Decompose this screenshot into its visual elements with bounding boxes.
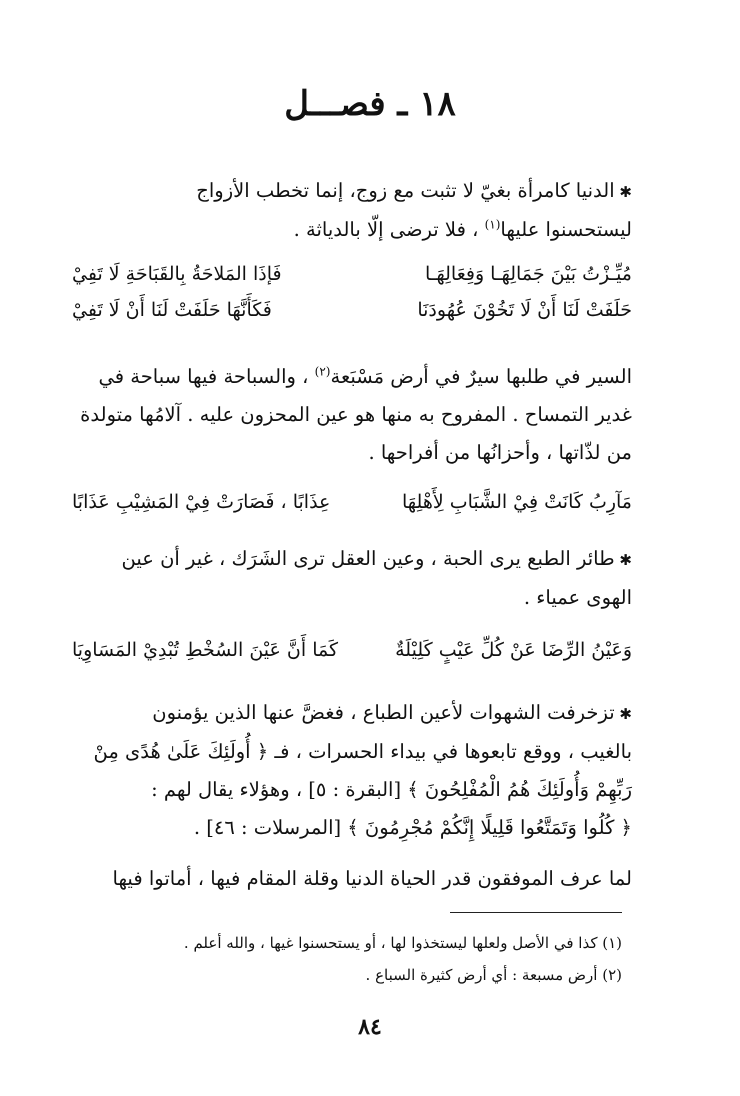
paragraph-5 [72,860,632,898]
verse-1-line-1-first-hemistich: فَإذَا المَلاحَةُ بِالقَبَاحَةِ لَا تَفِيْ [72,263,282,285]
para2-line-1a: السير في طلبها سيرٌ في أرض مَسْبَعة [330,365,632,388]
para5-line-1: لما عرف الموفقون قدر الحياة الدنيا وقلة المقام فيها ، أماتوا فيها [112,867,632,890]
verse-3 [72,632,632,668]
footnote-ref-1[interactable]: (١) [484,217,501,232]
paragraph-3 [72,540,632,617]
verse-2-second-hemistich: مَآرِبُ كَانَتْ فِيْ الشَّبَابِ لِأَهْلِهَا [401,491,632,513]
verse-3-first-hemistich: كَمَا أَنَّ عَيْنَ السُخْطِ تُبْدِيْ المَسَاوِيَا [72,639,339,661]
verse-2-first-hemistich: عِذَابًا ، فَصَارَتْ فِيْ المَشِيْبِ عَذَابًا [72,491,331,513]
para4-line-1: ✱ تزخرفت الشهوات لأعين الطباع ، فغضَّ عنها الذين يؤمنون [72,694,632,733]
paragraph-1 [72,172,632,249]
para2-line-1b: ، والسباحة فيها سباحة في [98,365,309,388]
para3-line-2: الهوى عمياء . [523,586,632,609]
verse-3-second-hemistich: وَعَيْنُ الرِّضَا عَنْ كُلِّ عَيْبٍ كَلِيْلَةٌ [395,639,632,661]
para4-line-4: ﴿ كُلُوا وَتَمَتَّعُوا قَلِيلًا إِنَّكُمْ مُجْرِمُونَ ﴾ [المرسلات : ٤٦] . [193,816,632,839]
para1-line-2 [72,211,632,249]
para4-line-2: بالغيب ، ووقع تابعوها في بيداء الحسرات ، فـ ﴿ أُولَئِكَ عَلَىٰ هُدًى مِنْ [93,740,632,763]
verse-2 [72,484,632,520]
page-number: ٨٤ [358,1014,382,1040]
para1-line-1: ✱ الدنيا كامرأة بغيّ لا تثبت مع زوج، إنما تخطب الأزواج [72,172,632,211]
para4-line-3: رَبِّهِمْ وَأُولَئِكَ هُمُ الْمُفْلِحُونَ ﴾ [البقرة : ٥] ، وهؤلاء يقال لهم : [151,778,632,801]
para1-line-2a: ليستحسنوا عليها [500,218,632,241]
footnote-divider [450,912,622,913]
para2-line-2: غدير التمساح . المفروح به منها هو عين المحزون عليه . آلامُها متولدة [80,403,632,426]
para3-line-1: ✱ طائر الطبع يرى الحبة ، وعين العقل ترى الشَرَك ، غير أن عين [72,540,632,579]
para2-line-1 [72,358,632,396]
paragraph-2 [72,358,632,472]
footnote-ref-2[interactable]: (٢) [314,364,331,379]
para1-line-2b: ، فلا ترضى إلّا بالدياثة . [293,218,479,241]
verse-1-line-2-first-hemistich: فَكَأَنَّهَا حَلَفَتْ لَنَا أَنْ لَا تَفِيْ [72,299,272,321]
paragraph-4 [72,694,632,847]
verse-3-line [72,632,632,668]
footnote-1: (١) كذا في الأصل ولعلها ليستخذوا لها ، أو يستحسنوا غيها ، والله أعلم . [183,934,622,952]
chapter-title: ١٨ ـ فصـــل [284,84,456,124]
footnote-2: (٢) أرض مسبعة : أي أرض كثيرة السباع . [365,966,622,984]
verse-1-line-1 [72,256,632,292]
verse-2-line [72,484,632,520]
verse-1-line-2-second-hemistich: حَلَفَتْ لَنَا أَنْ لَا تَخُوْنَ عُهُودَنَا [417,299,632,321]
para2-line-3: من لذّاتها ، وأحزانُها من أفراحها . [368,441,632,464]
verse-1-line-1-second-hemistich: مُيِّـزْتُ بَيْنَ جَمَالِهَـا وَفِعَالِهَـا [425,263,632,285]
verse-1 [72,256,632,328]
verse-1-line-2 [72,292,632,328]
